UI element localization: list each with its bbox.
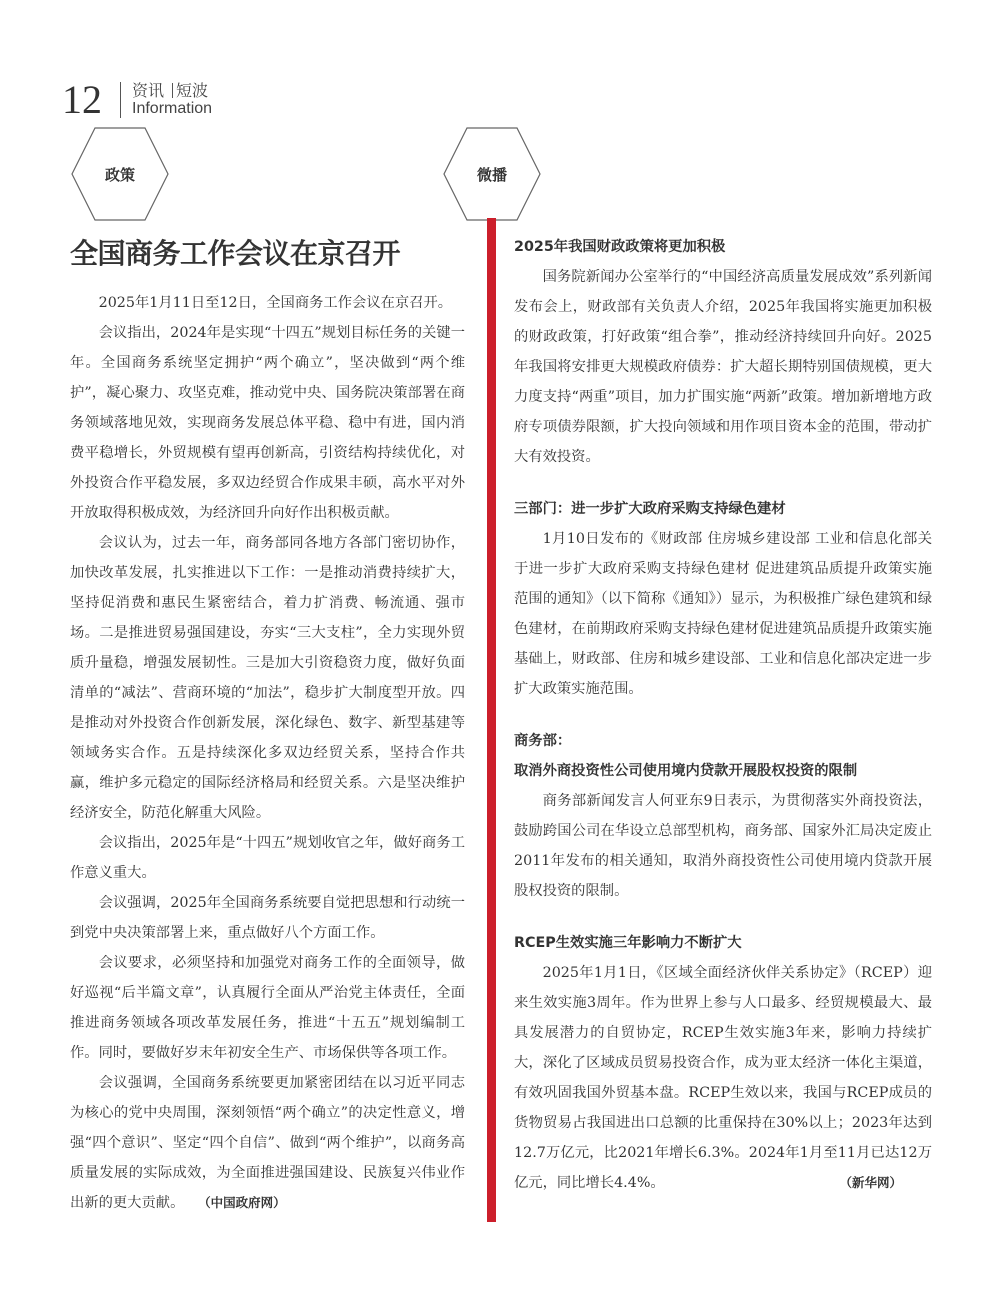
policy-hexagon-tag (70, 126, 170, 222)
brief-4-body-text: 2025年1月1日，《区域全面经济伙伴关系协定》（RCEP）迎来生效实施3周年。作为世界上参与人口最多、经贸规模最大、最具发展潜力的自贸协定，RCEP生效实施3年来，影响力持续扩大，深化了区域成员贸易投资合作，成为亚太经济一体化主渠道，有效巩固我国外贸基本盘。RCEP生效以来，我国与RCEP成员的货物贸易占我国进出口总额的比重保持在30%以上；2023年达到12.7万亿元，比2021年增长6.3%。2024年1月至11月已达12万亿元，同比增长4.4%。 (514, 965, 932, 1191)
brief-1-body: 国务院新闻办公室举行的“中国经济高质量发展成效”系列新闻发布会上，财政部有关负责人介绍，2025年我国将实施更加积极的财政政策，打好政策“组合拳”，推动经济持续回升向好。2025年我国将安排更大规模政府债券：扩大超长期特别国债规模，更大力度支持“两重”项目，加力扩围实施“两新”政策。增加新增地方政府专项债券限额，扩大投向领域和用作项目资本金的范围，带动扩大有效投资。 (514, 269, 932, 465)
article-paragraph-1: 2025年1月11日至12日，全国商务工作会议在京召开。 (98, 295, 453, 311)
brief-3-subtitle: 取消外商投资性公司使用境内贷款开展股权投资的限制 (514, 763, 858, 779)
brief-1 (514, 232, 932, 472)
broadcast-tag-label: 微播 (476, 165, 507, 184)
page-number: 12 (62, 77, 102, 122)
brief-4 (514, 928, 932, 1198)
brief-3 (514, 726, 932, 906)
article-paragraph-6: 会议要求，必须坚持和加强党对商务工作的全面领导，做好巡视“后半篇文章”，认真履行全面从严治党主体责任，全面推进商务领域各项改革发展任务，推进“十五五”规划编制工作。同时，要做好岁末年初安全生产、市场保供等各项工作。 (70, 955, 465, 1061)
brief-2-body: 1月10日发布的《财政部 住房城乡建设部 工业和信息化部关于进一步扩大政府采购支持绿色建材 促进建筑品质提升政策实施范围的通知》（以下简称《通知》）显示，为积极推广绿色建筑和绿色建材，在前期政府采购支持绿色建材促进建筑品质提升政策实施基础上，财政部、住房和城乡建设部、工业和信息化部决定进一步扩大政策实施范围。 (514, 531, 932, 697)
article-paragraph-2: 会议指出，2024年是实现“十四五”规划目标任务的关键一年。全国商务系统坚定拥护“两个确立”，坚决做到“两个维护”，凝心聚力、攻坚克难，推动党中央、国务院决策部署在商务领域落地见效，实现商务发展总体平稳、稳中有进，国内消费平稳增长，外贸规模有望再创新高，引资结构持续优化，对外投资合作平稳发展，多双边经贸合作成果丰硕，高水平对外开放取得积极成效，为经济回升向好作出积极贡献。 (70, 325, 465, 521)
brief-1-title: 2025年我国财政政策将更加积极 (514, 239, 726, 255)
article-title: 全国商务工作会议在京召开 (70, 237, 401, 270)
brief-2 (514, 494, 932, 704)
section-label-zh-2: 短波 (176, 81, 209, 100)
header-divider (120, 82, 121, 118)
brief-2-title: 三部门：进一步扩大政府采购支持绿色建材 (514, 501, 786, 517)
article-paragraph-7-text: 会议强调，全国商务系统要更加紧密团结在以习近平同志为核心的党中央周围，深刻领悟“两个确立”的决定性意义，增强“四个意识”、坚定“四个自信”、做到“两个维护”，以商务高质量发展的实际成效，为全面推进强国建设、民族复兴伟业作出新的更大贡献。 (70, 1075, 465, 1211)
right-news-briefs (514, 232, 932, 1220)
article-paragraph-5: 会议强调，2025年全国商务系统要自觉把思想和行动统一到党中央决策部署上来，重点做好八个方面工作。 (70, 895, 465, 941)
brief-3-title: 商务部： (514, 733, 572, 749)
article-paragraph-3: 会议认为，过去一年，商务部同各地方各部门密切协作，加快改革发展，扎实推进以下工作：一是推动消费持续扩大，坚持促消费和惠民生紧密结合，着力扩消费、畅流通、强市场。二是推进贸易强国建设，夯实“三大支柱”，全力实现外贸质升量稳，增强发展韧性。三是加大引资稳资力度，做好负面清单的“减法”、营商环境的“加法”，稳步扩大制度型开放。四是推动对外投资合作创新发展，深化绿色、数字、新型基建等领域务实合作。五是持续深化多双边经贸关系，坚持合作共赢，维护多元稳定的国际经济格局和经贸关系。六是坚决维护经济安全，防范化解重大风险。 (70, 535, 465, 821)
brief-3-body: 商务部新闻发言人何亚东9日表示，为贯彻落实外商投资法，鼓励跨国公司在华设立总部型机构，商务部、国家外汇局决定废止2011年发布的相关通知，取消外商投资性公司使用境内贷款开展股权投资的限制。 (514, 793, 932, 899)
article-paragraph-4: 会议指出，2025年是“十四五”规划收官之年，做好商务工作意义重大。 (70, 835, 465, 881)
brief-4-source: （新华网） (839, 1175, 902, 1190)
section-label-en: Information (132, 100, 213, 117)
section-label-zh (132, 78, 208, 101)
article-paragraph-7 (70, 1068, 465, 1218)
article-source: （中国政府网） (204, 1195, 286, 1210)
brief-4-title: RCEP生效实施三年影响力不断扩大 (514, 935, 742, 951)
section-label-zh-1: 资讯 (132, 81, 165, 100)
column-divider-red (487, 218, 496, 1222)
broadcast-hexagon-tag (442, 126, 542, 222)
left-article (70, 232, 465, 1218)
policy-tag-label: 政策 (104, 165, 135, 184)
brief-4-body (514, 958, 932, 1198)
section-label-divider (172, 83, 173, 98)
